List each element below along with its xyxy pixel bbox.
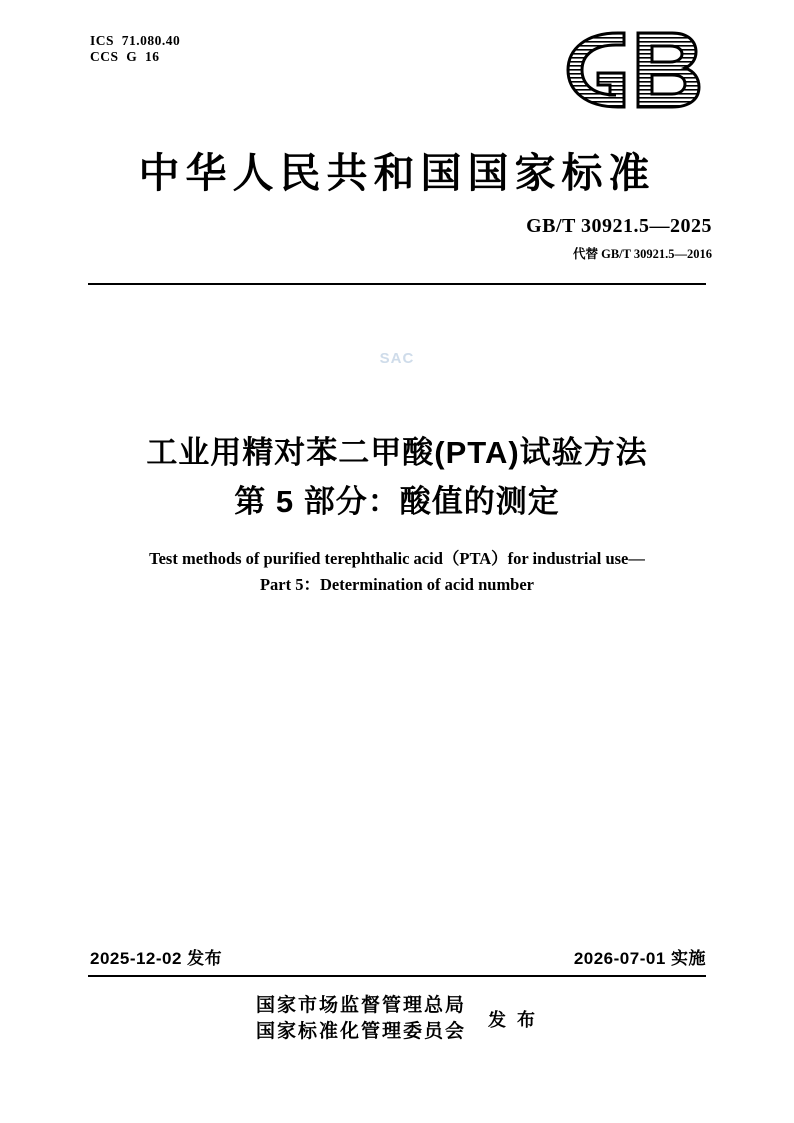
ics-code: ICS 71.080.40	[90, 33, 181, 48]
classification-codes	[90, 33, 180, 65]
gb-logo-icon	[546, 25, 716, 115]
standard-number: GB/T 30921.5—2025	[526, 215, 712, 237]
issuer-line-1: 国家市场监督管理总局	[255, 995, 466, 1016]
page-title: 中华人民共和国国家标准	[138, 150, 656, 196]
document-title-en-line1: Test methods of purified terephthalic acid（PTA）for industrial use—	[149, 549, 645, 568]
document-title-cn-line2: 第 5 部分：酸值的测定	[234, 484, 560, 519]
document-title-en-line2: Part 5：Determination of acid number	[259, 575, 535, 594]
sac-watermark: SAC	[379, 350, 415, 367]
document-title-en	[0, 546, 794, 598]
document-title-cn-line1: 工业用精对苯二甲酸(PTA)试验方法	[146, 435, 648, 470]
implementation-date: 2026-07-01 实施	[573, 949, 706, 968]
issuer-line-2: 国家标准化管理委员会	[255, 1021, 466, 1042]
divider-top	[88, 283, 706, 285]
issue-date: 2025-12-02 发布	[90, 949, 223, 968]
issuer-publish-label: 发 布	[488, 1010, 539, 1030]
document-title-cn	[0, 428, 794, 526]
divider-bottom	[88, 975, 706, 977]
issuer-block	[0, 993, 794, 1045]
issuer-names	[256, 993, 466, 1045]
replaced-standard: 代替 GB/T 30921.5—2016	[572, 247, 712, 261]
ccs-code: CCS G 16	[90, 49, 160, 64]
